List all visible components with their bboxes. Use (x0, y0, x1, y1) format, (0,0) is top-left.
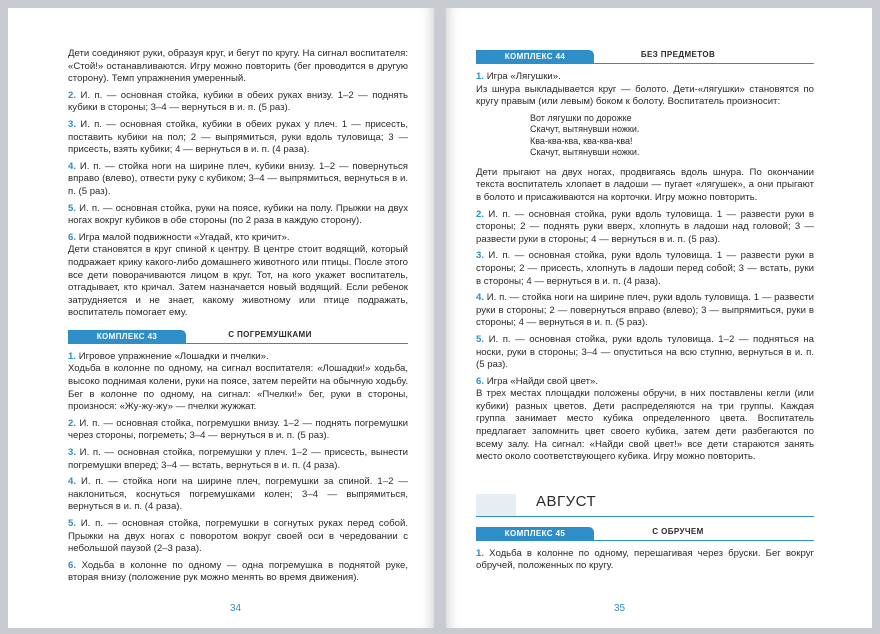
exercise-item (476, 292, 814, 330)
left-page-text (68, 48, 408, 585)
month-title: АВГУСТ (536, 492, 597, 510)
exercise-text: Игра «Найди свой цвет». (486, 375, 599, 387)
exercise-text: И. п. — основная стойка, руки вдоль туловища. 1 — развести руки в стороны; 2 — поднять руки вверх, хлопнуть в ладоши над головой; 3 — развести руки в стороны; 4 — вернуться в и. п. (5 раз). (476, 208, 814, 245)
paragraph: Ходьба в колонне по одному, на сигнал воспитателя: «Лошадки!» ходьба, высоко поднимая колени, руки на поясе, затем перейти на обычную ходьбу. Бег в колонне по одному, на сигнал: «Пчелки!» бег, руки в стороны, произнося: «Жу-жу-жу» — пчелки жужжат. (68, 363, 408, 413)
exercise-item (476, 334, 814, 372)
exercise-item (68, 161, 408, 199)
right-page (446, 8, 872, 628)
exercise-item (68, 418, 408, 443)
exercise-number: 5. (476, 333, 485, 345)
exercise-text: Ходьба в колонне по одному — одна погремушка в поднятой руке, вторая внизу (положение рук можно менять во время движения). (68, 559, 409, 584)
exercise-number: 1. (476, 71, 485, 82)
complex-44-header (476, 48, 814, 64)
exercise-text: И. п. — основная стойка, погремушки внизу. 1–2 — поднять погремушки через стороны, погреметь; 3–4 — вернуться в и. п. (5 раз). (68, 417, 408, 442)
exercise-text: И. п. — стойка ноги на ширине плеч, погремушки за спиной. 1–2 — наклониться, коснуться погремушками колен; 3–4 — выпрямиться, вернуться в и. п. (4 раза). (68, 476, 408, 513)
exercise-text: И. п. — основная стойка, руки вдоль туловища. 1–2 — подняться на носки, руки в стороны; 3–4 — опуститься на всю ступню, вернуться в и. п. (5 раз). (476, 333, 814, 371)
poem-line: Вот лягушки по дорожке (530, 112, 632, 123)
exercise-text: И. п. — основная стойка, кубики в обеих руках у плеч. 1 — присесть, поставить кубики на пол; 2 — выпрямиться, руки вдоль туловища; 3 — присесть, взять кубики; 4 — вернуться в и. п. (4 раза). (68, 118, 409, 156)
exercise-number: 1. (476, 547, 485, 559)
exercise-item (68, 560, 408, 585)
paragraph: Дети соединяют руки, образуя круг, и бегут по кругу. На сигнал воспитателя: «Стой!» останавливаются. Игру можно повторить (бег проводится в другую сторону). Темп упражнения умеренный. (68, 48, 408, 85)
exercise-text: Ходьба в колонне по одному, перешагивая через бруски. Бег вокруг обручей, положенных по кругу. (476, 547, 814, 572)
month-heading-bar (476, 494, 516, 516)
poem (530, 113, 814, 159)
poem-line: Скачут, вытянувши ножки. (530, 147, 640, 158)
paragraph: В трех местах площадки положены обручи, в них поставлены кегли (или кубики) разных цветов. Дети распределяются на три группы. Каждая группа занимает место кубика определенного цвета. Воспитатель предлагает запомнить цвет своего кубика, затем дети разбегаются по всему залу. На сигнал: «Найди свой цвет!» все дети стараются занять место около соответствующего кубика. Игру можно повторить. (476, 388, 814, 463)
exercise-item (68, 476, 408, 514)
exercise-item (476, 548, 814, 573)
complex-subject: С ОБРУЧЕМ (652, 527, 704, 537)
exercise-item (68, 232, 408, 245)
exercise-text: И. п. — основная стойка, кубики в обеих руках внизу. 1–2 — поднять кубики в стороны; 3–4 — вернуться в и. п. (5 раз). (68, 89, 408, 114)
page-number: 34 (230, 603, 242, 614)
exercise-text: Игровое упражнение «Лошадки и пчелки». (78, 350, 269, 362)
exercise-text: Игра малой подвижности «Угадай, кто кричит». (78, 231, 290, 243)
paragraph: Дети становятся в круг спиной к центру. В центре стоит водящий, который подражает крику какого-либо домашнего животного или птицы. После этого все дети поворачиваются лицом в круг. Тот, на кого укажет воспитатель, отгадывает, кто кричал. Затем назначается новый водящий. Если ребенок затрудняется и не знает, какому животному или птице подражать, воспитатель помогает ему. (68, 244, 408, 319)
exercise-item (476, 376, 814, 389)
exercise-number: 6. (476, 375, 485, 387)
poem-line: Ква-ква-ква, ква-ква-ква! (530, 135, 633, 146)
exercise-item (476, 71, 814, 84)
exercise-item (68, 90, 408, 115)
paragraph: Из шнура выкладывается круг — болото. Дети-«лягушки» становятся по кругу правым (или левым) боком к болоту. Воспитатель произносит: (476, 83, 814, 108)
exercise-text: Игра «Лягушки». (486, 71, 561, 82)
right-page-text (476, 48, 814, 573)
exercise-number: 5. (68, 202, 77, 214)
exercise-number: 2. (476, 208, 485, 220)
exercise-text: И. п. — основная стойка, руки на поясе, кубики на полу. Прыжки на двух ногах вокруг кубиков в обе стороны (по 2 раза в каждую сторону). (68, 202, 408, 227)
exercise-number: 4. (68, 476, 77, 488)
exercise-item (68, 203, 408, 228)
month-heading (476, 494, 814, 517)
exercise-number: 3. (476, 250, 485, 262)
paragraph: Дети прыгают на двух ногах, продвигаясь вдоль шнура. По окончании текста воспитатель хлопает в ладоши — пугает «лягушек», а они прыгают в болото и присаживаются на корточки. Игру можно повторить. (476, 166, 814, 203)
exercise-text: И. п. — основная стойка, руки вдоль туловища. 1 — развести руки в стороны; 2 — присесть, хлопнуть в ладоши перед собой; 3 — встать, руки в стороны; 4 — вернуться в и. п. (4 раза). (476, 250, 814, 287)
exercise-text: И. п. — основная стойка, погремушки у плеч. 1–2 — присесть, вынести погремушки вперед; 3–4 — встать, вернуться в и. п. (4 раза). (68, 447, 409, 471)
exercise-text: И. п. — стойка ноги на ширине плеч, руки вдоль туловища. 1 — развести руки в стороны; 2 — повернуться вправо (влево); 3 — выпрямиться, руки в стороны; 4 — вернуться в и. п. (5 раз). (476, 292, 814, 329)
exercise-number: 5. (68, 518, 77, 529)
exercise-text: И. п. — стойка ноги на ширине плеч, кубики внизу. 1–2 — повернуться вправо (влево), отвести руку с кубиком; 3–4 — выпрямиться, вернуться в и. п. (5 раз). (68, 160, 408, 197)
exercise-item (68, 351, 408, 364)
page-number: 35 (614, 603, 626, 614)
exercise-number: 1. (68, 350, 77, 362)
complex-43-header (68, 328, 408, 344)
exercise-item (68, 447, 408, 472)
exercise-item (476, 250, 814, 288)
complex-tag: КОМПЛЕКС 43 (68, 330, 186, 344)
complex-subject: БЕЗ ПРЕДМЕТОВ (640, 50, 716, 60)
exercise-number: 4. (68, 160, 77, 172)
exercise-number: 2. (68, 89, 77, 101)
exercise-item (68, 518, 408, 556)
complex-tag: КОМПЛЕКС 44 (476, 50, 594, 64)
complex-subject: С ПОГРЕМУШКАМИ (228, 330, 312, 340)
left-page (8, 8, 434, 628)
exercise-number: 4. (476, 292, 485, 304)
exercise-item (476, 209, 814, 247)
exercise-number: 6. (68, 231, 77, 243)
complex-tag: КОМПЛЕКС 45 (476, 527, 594, 541)
exercise-number: 3. (68, 447, 77, 459)
exercise-item (68, 119, 408, 157)
poem-line: Скачут, вытянувши ножки. (530, 124, 640, 135)
exercise-number: 2. (68, 417, 77, 429)
exercise-text: И. п. — основная стойка, погремушки в согнутых руках перед собой. Прыжки на двух ногах с поворотом вокруг своей оси в чередовании с небольшой паузой (2–3 раза). (68, 518, 408, 555)
exercise-number: 6. (68, 559, 77, 571)
exercise-number: 3. (68, 118, 77, 130)
complex-45-header (476, 525, 814, 541)
